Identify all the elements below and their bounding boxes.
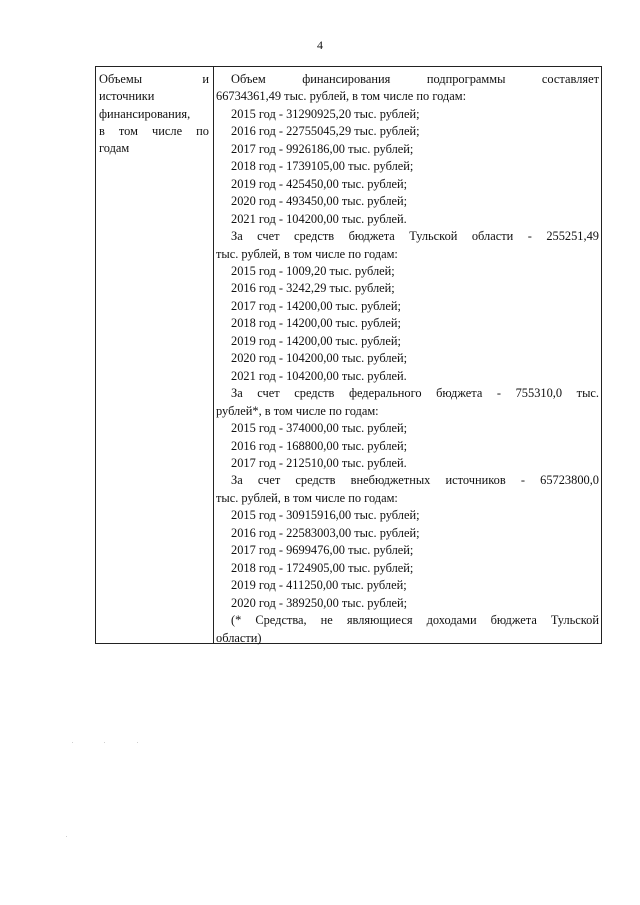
scan-speck [72, 742, 73, 743]
extrabudgetary-line-1: За счет средств внебюджетных источников - 65723800,0 [231, 473, 599, 488]
federal-line-2: рублей*, в том числе по годам: [216, 403, 379, 418]
regional-year-2016: 2016 год - 3242,29 тыс. рублей; [231, 281, 395, 296]
label-word-tom: том [118, 123, 138, 138]
extrabudgetary-year-2015: 2015 год - 30915916,00 тыс. рублей; [231, 508, 420, 523]
federal-year-2017: 2017 год - 212510,00 тыс. рублей. [231, 455, 407, 470]
label-line-5: годам [99, 141, 130, 156]
total-year-2018: 2018 год - 1739105,00 тыс. рублей; [231, 159, 414, 174]
row-label-cell [96, 67, 214, 643]
total-year-2019: 2019 год - 425450,00 тыс. рублей; [231, 176, 408, 191]
regional-year-2017: 2017 год - 14200,00 тыс. рублей; [231, 298, 401, 313]
financing-table [95, 66, 602, 644]
intro-line-1: Объем финансирования подпрограммы составляет [231, 72, 599, 86]
total-year-2016: 2016 год - 22755045,29 тыс. рублей; [231, 124, 420, 139]
label-line-4 [99, 123, 209, 140]
label-word-and: и [202, 72, 209, 86]
total-year-2015: 2015 год - 31290925,20 тыс. рублей; [231, 106, 420, 121]
page-number: 4 [317, 38, 323, 52]
regional-year-2018: 2018 год - 14200,00 тыс. рублей; [231, 316, 401, 331]
footnote-line-1: (* Средства, не являющиеся доходами бюджета Тульской [231, 613, 599, 628]
regional-year-2015: 2015 год - 1009,20 тыс. рублей; [231, 263, 395, 278]
label-word-chisle: числе [152, 123, 183, 138]
regional-year-2021: 2021 год - 104200,00 тыс. рублей. [231, 368, 407, 383]
total-year-2021: 2021 год - 104200,00 тыс. рублей. [231, 211, 407, 226]
total-year-2020: 2020 год - 493450,00 тыс. рублей; [231, 194, 408, 209]
label-word-po: по [196, 123, 209, 138]
label-word-in: в [99, 123, 105, 138]
regional-line-1: За счет средств бюджета Тульской области - 255251,49 [231, 229, 599, 244]
extrabudgetary-year-2019: 2019 год - 411250,00 тыс. рублей; [231, 578, 407, 593]
financing-details-cell [214, 67, 601, 643]
federal-year-2015: 2015 год - 374000,00 тыс. рублей; [231, 421, 408, 436]
extrabudgetary-line-2: тыс. рублей, в том числе по годам: [216, 490, 398, 505]
federal-year-2016: 2016 год - 168800,00 тыс. рублей; [231, 438, 408, 453]
federal-line-1: За счет средств федерального бюджета - 755310,0 тыс. [231, 386, 599, 401]
regional-line-2: тыс. рублей, в том числе по годам: [216, 246, 398, 261]
label-line-2: источники [99, 89, 155, 104]
total-year-2017: 2017 год - 9926186,00 тыс. рублей; [231, 141, 414, 156]
extrabudgetary-year-2018: 2018 год - 1724905,00 тыс. рублей; [231, 560, 414, 575]
scan-speck [66, 836, 67, 837]
footnote-line-2: области) [216, 630, 262, 645]
extrabudgetary-year-2017: 2017 год - 9699476,00 тыс. рублей; [231, 543, 414, 558]
intro-line-2: 66734361,49 тыс. рублей, в том числе по годам: [216, 89, 467, 104]
label-word-volumes: Объемы [99, 72, 143, 86]
extrabudgetary-year-2020: 2020 год - 389250,00 тыс. рублей; [231, 595, 408, 610]
regional-year-2020: 2020 год - 104200,00 тыс. рублей; [231, 351, 408, 366]
extrabudgetary-year-2016: 2016 год - 22583003,00 тыс. рублей; [231, 525, 420, 540]
scan-speck [137, 742, 138, 743]
regional-year-2019: 2019 год - 14200,00 тыс. рублей; [231, 333, 401, 348]
label-line-1 [99, 71, 209, 88]
scan-speck [104, 742, 105, 743]
label-line-3: финансирования, [99, 106, 191, 121]
